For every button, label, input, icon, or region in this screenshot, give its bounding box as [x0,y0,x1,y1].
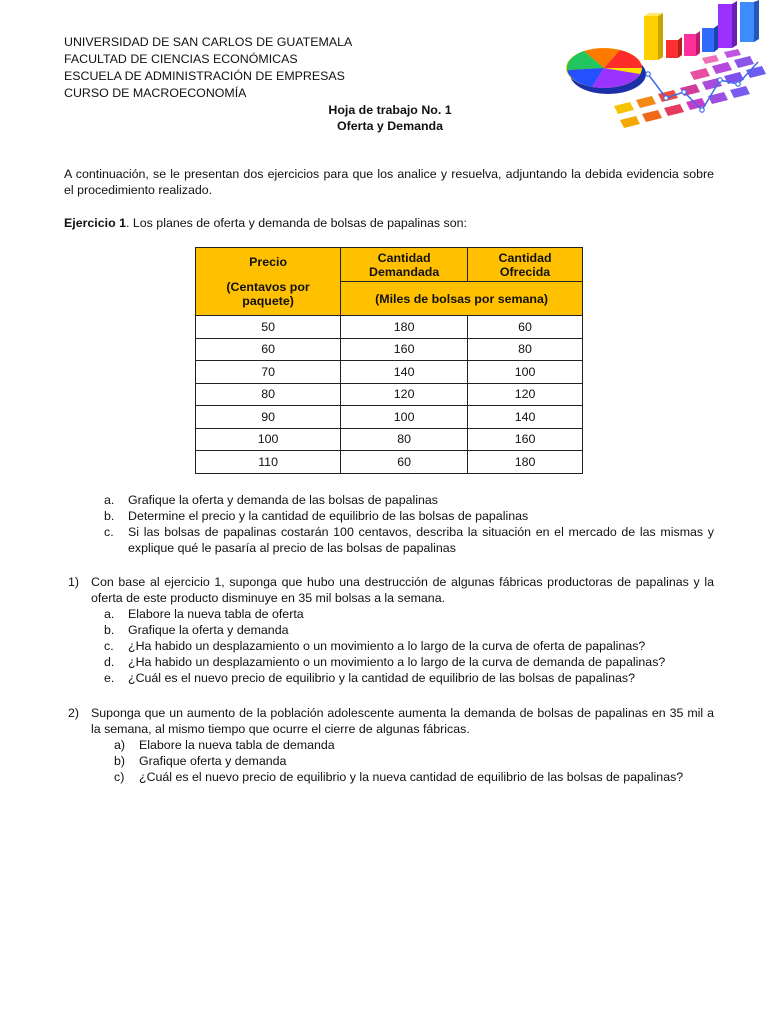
item-text: Elabore la nueva tabla de oferta [128,607,304,621]
question-text: Con base al ejercicio 1, suponga que hubo una destrucción de algunas fábricas productoras de papalinas y la oferta de este producto disminuye en 35 mil bolsas a la semana. [91,575,714,605]
price-cell: 110 [196,451,341,474]
item-text: Determine el precio y la cantidad de equilibrio de las bolsas de papalinas [128,509,529,523]
item-marker: a) [114,738,126,752]
item-marker: c) [114,770,125,784]
table-row [196,361,583,384]
supply-cell: 100 [468,361,583,384]
header-line-university: UNIVERSIDAD DE SAN CARLOS DE GUATEMALA [64,35,353,49]
item-marker: e. [104,671,115,685]
pie-chart-graphic [566,48,646,94]
header-line-school: ESCUELA DE ADMINISTRACIÓN DE EMPRESAS [64,69,345,83]
list-item [64,737,714,753]
list-item [64,638,714,654]
item-text: ¿Ha habido un desplazamiento o un movimiento a lo largo de la curva de demanda de papalinas? [128,655,666,669]
item-text: Grafique la oferta y demanda de las bolsas de papalinas [128,493,438,507]
item-marker: b. [104,623,115,637]
supply-cell: 120 [468,383,583,406]
list-item [64,492,714,508]
demand-cell: 140 [341,361,468,384]
item-text: Si las bolsas de papalinas costarán 100 centavos, describa la situación en el mercado de las mismas y explique qué le pasaría al precio de las bolsas de papalinas [128,525,714,555]
supply-cell: 160 [468,428,583,451]
header-quantity-unit: (Miles de bolsas por semana) [341,282,583,316]
header-line-course: CURSO DE MACROECONOMÍA [64,86,247,100]
exercise1-label: Ejercicio 1 [64,216,126,230]
supply-cell: 180 [468,451,583,474]
price-cell: 80 [196,383,341,406]
item-marker: b) [114,754,126,768]
list-item [64,654,714,670]
intro-paragraph: A continuación, se le presentan dos ejercicios para que los analice y resuelva, adjuntando la debida evidencia sobre el procedimiento realizado. [64,167,714,197]
price-cell: 50 [196,316,341,339]
question-1-stem [64,574,714,606]
question-marker: 2) [68,706,80,720]
question-1 [64,574,714,686]
table-row [196,338,583,361]
supply-cell: 60 [468,316,583,339]
list-item [64,769,714,785]
item-marker: d. [104,655,115,669]
exercise1-questions [64,492,714,556]
supply-demand-table [195,247,583,474]
list-item [64,508,714,524]
exercise1-heading [64,215,467,231]
demand-cell: 120 [341,383,468,406]
table-row [196,383,583,406]
item-text: ¿Cuál es el nuevo precio de equilibrio y la nueva cantidad de equilibrio de las bolsas de papalinas? [139,770,684,784]
item-text: Grafique oferta y demanda [139,754,287,768]
item-text: Grafique la oferta y demanda [128,623,289,637]
header-quantity-demanded [341,248,468,282]
table-row [196,451,583,474]
list-item [64,622,714,638]
header-quantity-supplied [468,248,583,282]
table-row [196,428,583,451]
question-2-stem [64,705,714,737]
header-price [196,248,341,316]
worksheet-subtitle-line: Oferta y Demanda [336,119,444,133]
demand-cell: 180 [341,316,468,339]
question-text: Suponga que un aumento de la población adolescente aumenta la demanda de bolsas de papalinas en 35 mil a la semana, al mismo tiempo que ocurre el cierre de algunas fábricas. [91,706,714,736]
price-cell: 60 [196,338,341,361]
demand-cell: 160 [341,338,468,361]
question-2 [64,705,714,785]
item-text: ¿Cuál es el nuevo precio de equilibrio y la cantidad de equilibrio de las bolsas de papalinas? [128,671,635,685]
institution-header [64,34,352,102]
worksheet-title-line: Hoja de trabajo No. 1 [328,103,452,117]
list-item [64,753,714,769]
question-marker: 1) [68,575,80,589]
demand-cell: 80 [341,428,468,451]
item-marker: c. [104,525,114,539]
table-row [196,316,583,339]
header-quantity-supplied-label: Cantidad Ofrecida [498,250,552,279]
table-row [196,406,583,429]
list-item [64,606,714,622]
demand-cell: 60 [341,451,468,474]
price-cell: 100 [196,428,341,451]
bar-chart-graphic [644,0,759,60]
supply-cell: 140 [468,406,583,429]
header-price-unit: (Centavos por paquete) [226,280,310,308]
price-cell: 90 [196,406,341,429]
item-text: Elabore la nueva tabla de demanda [139,738,335,752]
item-text: ¿Ha habido un desplazamiento o un movimiento a lo largo de la curva de oferta de papalinas? [128,639,646,653]
list-item [64,670,714,686]
item-marker: a. [104,607,115,621]
item-marker: b. [104,509,115,523]
price-cell: 70 [196,361,341,384]
header-line-faculty: FACULTAD DE CIENCIAS ECONÓMICAS [64,52,298,66]
list-item [64,524,714,556]
item-marker: a. [104,493,115,507]
worksheet-title [240,102,540,134]
item-marker: c. [104,639,114,653]
charts-illustration [562,0,768,132]
header-quantity-demanded-label: Cantidad Demandada [369,250,440,279]
supply-cell: 80 [468,338,583,361]
header-price-label: Precio [249,255,288,269]
exercise1-text: . Los planes de oferta y demanda de bolsas de papalinas son: [126,216,467,230]
demand-cell: 100 [341,406,468,429]
